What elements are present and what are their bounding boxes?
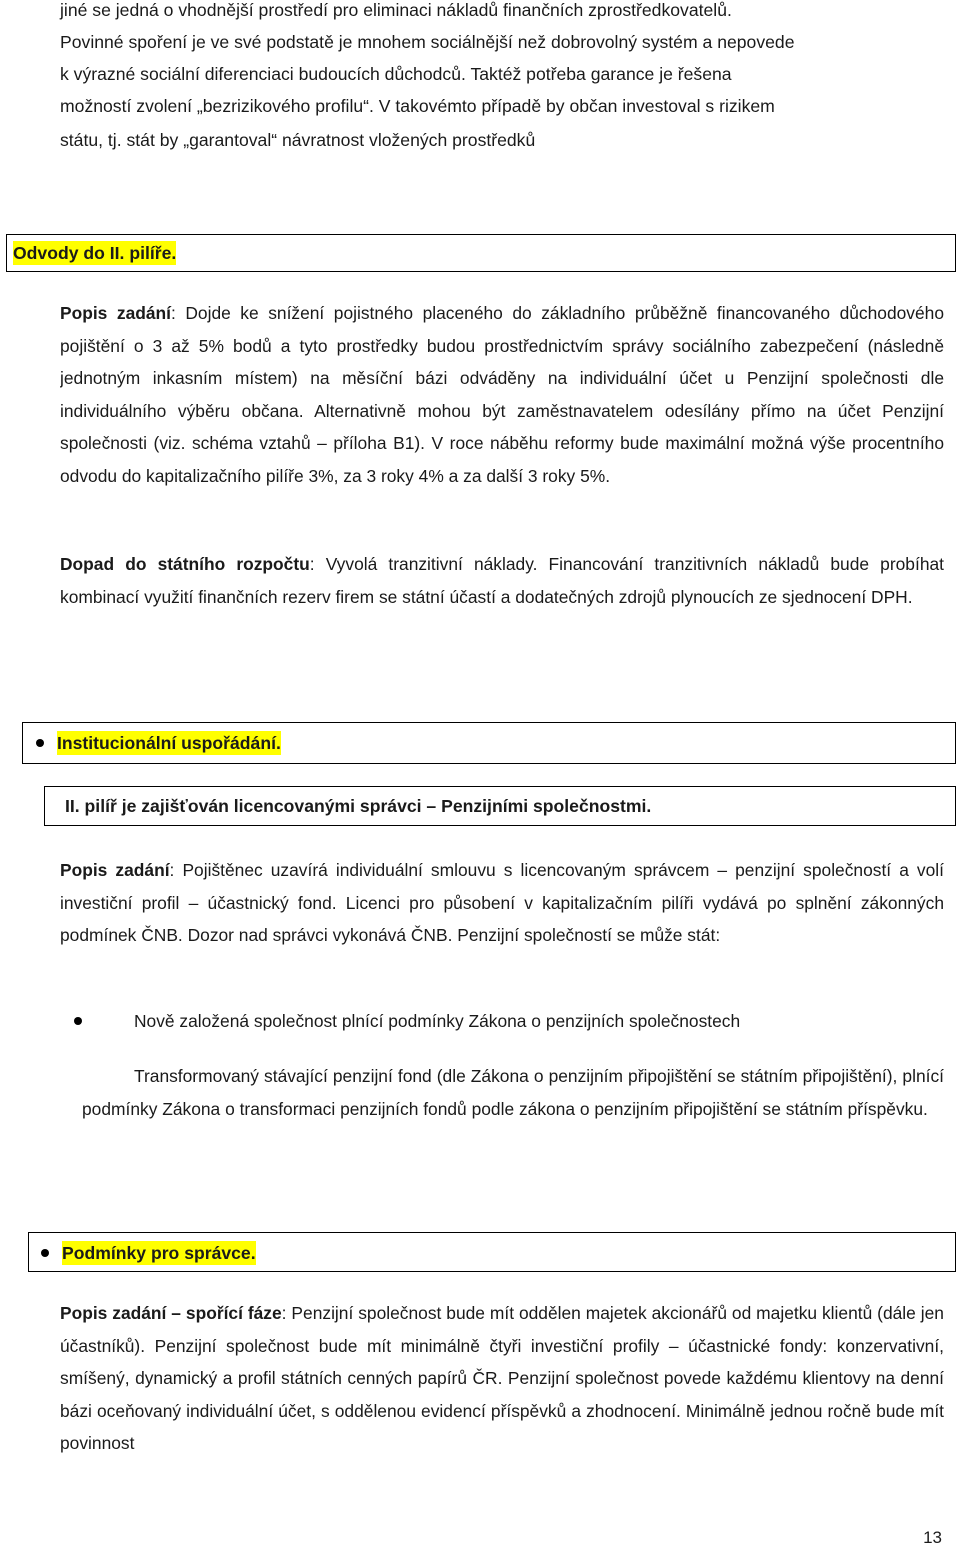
subheading-box: [44, 786, 956, 826]
popis-zadani-label: Popis zadání: [60, 303, 171, 323]
section-heading-institucionalni: Institucionální uspořádání.: [57, 733, 281, 753]
popis-zadani-sporici-faze-label: Popis zadání – spořící fáze: [60, 1303, 282, 1323]
section1-description-text: : Dojde ke snížení pojistného placeného do základního průběžně financovaného důchodového pojištění o 3 až 5% bodů a tyto prostředky budou prostřednictvím správy sociálního zabezpečení (následně jednotným inkasním místem) na měsíční bázi odváděny na individuální účet u Penzijní společnosti dle individuálního výběru občana. Alternativně mohou být zaměstnavatelem odesílány přímo na účet Penzijní společnosti (viz. schéma vztahů – příloha B1). V roce náběhu reformy bude maximální možná výše procentního odvodu do kapitalizačního pilíře 3%, za 3 roky 4% a za další 3 roky 5%.: [60, 303, 944, 486]
bullet-icon: [74, 1017, 82, 1025]
intro-line-1: jiné se jedná o vhodnější prostředí pro eliminaci nákladů finančních zprostředkovatelů.: [60, 0, 732, 20]
intro-line-5: státu, tj. stát by „garantoval“ návratnost vložených prostředků: [60, 130, 536, 150]
list-item-text: Transformovaný stávající penzijní fond (dle Zákona o penzijním připojištění se státním připojištění), plnící podmínky Zákona o transformaci penzijních fondů podle zákona o penzijním připojištění se státním příspěvku.: [82, 1066, 944, 1119]
impact-label: Dopad do státního rozpočtu: [60, 554, 310, 574]
bullet-icon: [41, 1249, 49, 1257]
intro-line-4: možností zvolení „bezrizikového profilu“. V takovémto případě by občan investoval s rizikem: [60, 96, 775, 116]
intro-line-3: k výrazné sociální diferenciaci budoucích důchodců. Taktéž potřeba garance je řešena: [60, 64, 732, 84]
subheading-penzijni-spolecnosti: II. pilíř je zajišťován licencovanými správci – Penzijními společnostmi.: [65, 796, 652, 816]
intro-line-2: Povinné spoření je ve své podstatě je mnohem sociálnější než dobrovolný systém a nepovede: [60, 32, 795, 52]
section2-description: [60, 854, 944, 989]
bullet-icon: [36, 739, 44, 747]
list-item: [82, 1060, 944, 1160]
page-number: 13: [923, 1528, 942, 1547]
list-item-text: Nově založená společnost plnící podmínky Zákona o penzijních společnostech: [134, 1011, 741, 1031]
section3-description: [60, 1297, 944, 1465]
section2-description-text: : Pojištěnec uzavírá individuální smlouvu s licencovaným správcem – penzijní společností a volí investiční profil – účastnický fond. Licenci pro působení v kapitalizačním pilíři vydává po splnění zákonných podmínek ČNB. Dozor nad správci vykonává ČNB. Penzijní společností se může stát:: [60, 860, 944, 946]
section-heading-odvody: Odvody do II. pilíře.: [13, 243, 177, 263]
section-heading-box: [28, 1232, 956, 1272]
section-heading-box: [6, 234, 956, 272]
section-heading-box: [22, 722, 956, 764]
section1-description: [60, 297, 944, 527]
section-heading-podminky: Podmínky pro správce.: [62, 1243, 256, 1263]
section1-impact: [60, 548, 944, 648]
list-item: [82, 1005, 944, 1038]
section3-description-text: : Penzijní společnost bude mít oddělen majetek akcionářů od majetku klientů (dále jen účastníků). Penzijní společnost bude mít minimálně čtyři investiční profily – účastnické fondy: konzervativní, smíšený, dynamický a profil státních cenných papírů ČR. Penzijní společnost povede každému klientovy na denní bázi oceňovaný individuální účet, s oddělenou evidencí příspěvků a zhodnocení. Minimálně jednou ročně bude mít povinnost: [60, 1303, 944, 1454]
section1-impact-text: : Vyvolá tranzitivní náklady. Financování tranzitivních nákladů bude probíhat kombinací využití finančních rezerv firem se státní účastí a dodatečných zdrojů plynoucích ze sjednocení DPH.: [60, 554, 944, 607]
popis-zadani-label: Popis zadání: [60, 860, 170, 880]
